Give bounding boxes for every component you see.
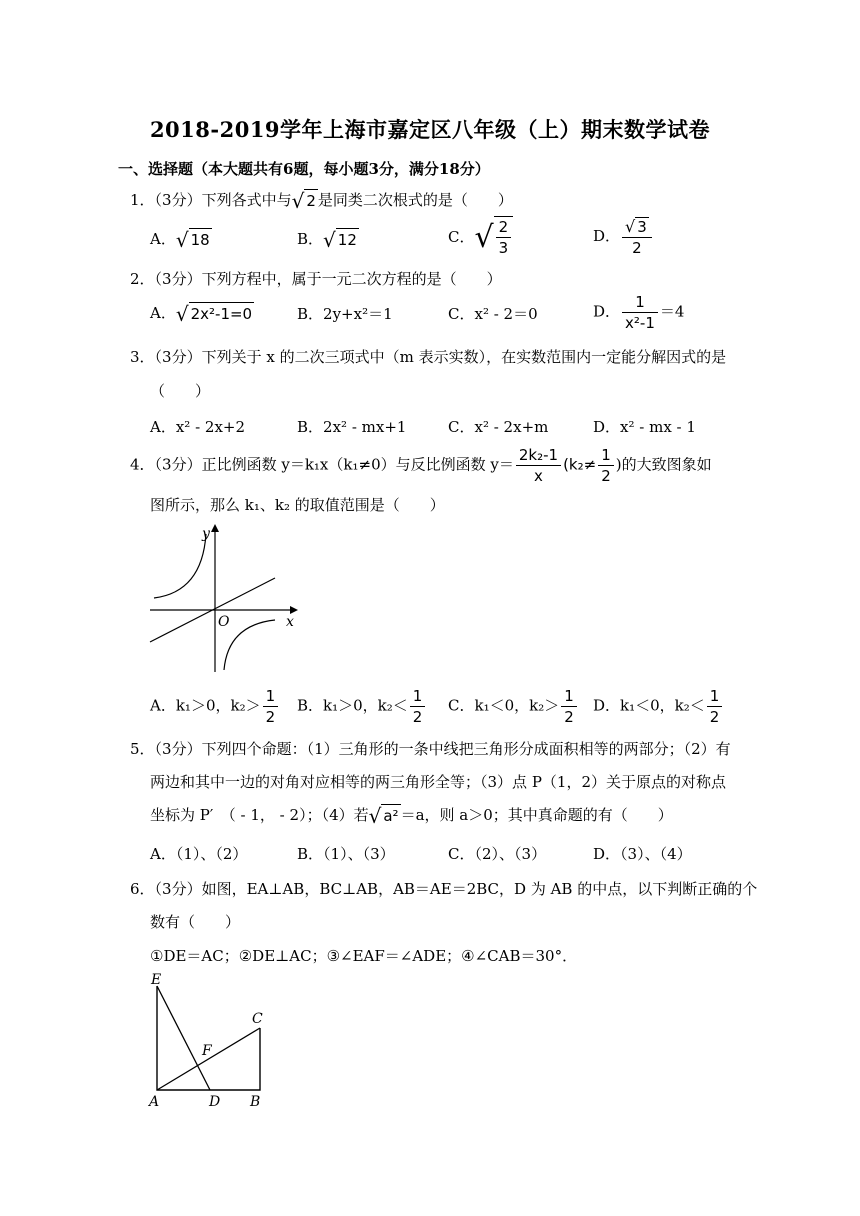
hyperbola-branch-upper xyxy=(154,534,206,598)
label-c: C xyxy=(252,1011,263,1027)
q4-graph xyxy=(140,520,310,680)
x-axis-arrow xyxy=(290,606,298,614)
y-axis-arrow xyxy=(211,524,219,532)
q2-option-b: B．2y+x²＝1 xyxy=(297,305,393,323)
question-5-line-1: 5．（3分）下列四个命题：（1）三角形的一条中线把三角形分成面积相等的两部分；（2）有 xyxy=(130,740,731,758)
q1-option-b: B． √ 12 xyxy=(297,228,357,252)
question-1-stem: 1．（3分）下列各式中与 √ 2 是同类二次根式的是（ ） xyxy=(130,189,513,213)
q3-option-d: D．x² - mx - 1 xyxy=(593,418,696,436)
q4-option-b: B．k₁＞0，k₂＜ $\frac{1}{2}$ xyxy=(297,686,427,727)
q5-option-a: A．（1）、（2） xyxy=(150,845,248,863)
q5-option-b: B．（1）、（3） xyxy=(297,845,395,863)
label-a: A xyxy=(149,1094,160,1110)
q4-option-c: C．k₁＜0，k₂＞ $\frac{1}{2}$ xyxy=(448,686,579,727)
question-5-line-2: 两边和其中一边的对角对应相等的两三角形全等；（3）点 P（1，2）关于原点的对称点 xyxy=(150,773,726,791)
axis-x-label: x xyxy=(286,614,294,630)
q3-option-b: B．2x² - mx+1 xyxy=(297,418,407,436)
origin-label: O xyxy=(218,614,230,630)
label-b: B xyxy=(250,1094,261,1110)
page-title: 2018-2019学年上海市嘉定区八年级（上）期末数学试卷 xyxy=(149,117,711,142)
question-5-line-3: 坐标为 P′ （ - 1， - 2）；（4）若 √ a² ＝a，则 a＞0；其中真命题的有（ ） xyxy=(150,804,673,828)
question-6-line-1: 6．（3分）如图，EA⊥AB，BC⊥AB，AB＝AE＝2BC，D 为 AB 的中点，以下判断正确的个 xyxy=(130,880,758,898)
q1-option-c: C． √ $\frac{2}{3}$ xyxy=(448,216,513,260)
question-3-paren: （ ） xyxy=(150,382,211,400)
q1-option-d: D． √ 3 2 xyxy=(593,216,654,258)
segment-ac xyxy=(157,1028,260,1090)
label-f: F xyxy=(202,1043,212,1059)
hyperbola-branch-lower xyxy=(224,620,275,670)
label-d: D xyxy=(209,1094,221,1110)
section-title: 一、选择题（本大题共有6题，每小题3分，满分18分） xyxy=(118,160,490,178)
question-6-line-2: 数有（ ） xyxy=(150,913,241,931)
q2-option-c: C．x² - 2＝0 xyxy=(448,305,538,323)
label-e: E xyxy=(151,972,162,988)
q3-option-a: A．x² - 2x+2 xyxy=(150,418,246,436)
question-4-stem: 4．（3分）正比例函数 y＝k₁x（k₁≠0）与反比例函数 y＝ $\frac{\text{2k₂-1}}{x}$ (k₂≠ $\frac{1}{2}$ )的大致图象如 xyxy=(130,446,712,485)
q5-option-d: D．（3）、（4） xyxy=(593,845,692,863)
q6-figure xyxy=(140,968,280,1113)
q1-option-a: A． √ 18 xyxy=(150,228,210,252)
q4-option-d: D．k₁＜0，k₂＜ $\frac{1}{2}$ xyxy=(593,686,724,727)
question-3-stem: 3．（3分）下列关于 x 的二次三项式中（m 表示实数），在实数范围内一定能分解因式的是 xyxy=(130,348,727,366)
question-2-stem: 2．（3分）下列方程中，属于一元二次方程的是（ ） xyxy=(130,270,502,288)
question-6-statements: ①DE＝AC；②DE⊥AC；③∠EAF＝∠ADE；④∠CAB＝30°． xyxy=(150,947,578,965)
q3-option-c: C．x² - 2x+m xyxy=(448,418,549,436)
question-4-stem-2: 图所示，那么 k₁、k₂ 的取值范围是（ ） xyxy=(150,496,445,514)
q4-option-a: A．k₁＞0，k₂＞ $\frac{1}{2}$ xyxy=(150,686,280,727)
axis-y-label: y xyxy=(202,526,210,542)
q2-option-d: D． $\frac{1}{\text{x²-1}}$ ＝4 xyxy=(593,293,685,332)
q2-option-a: A． √ 2x²-1=0 xyxy=(150,302,253,326)
q5-option-c: C．（2）、（3） xyxy=(448,845,547,863)
